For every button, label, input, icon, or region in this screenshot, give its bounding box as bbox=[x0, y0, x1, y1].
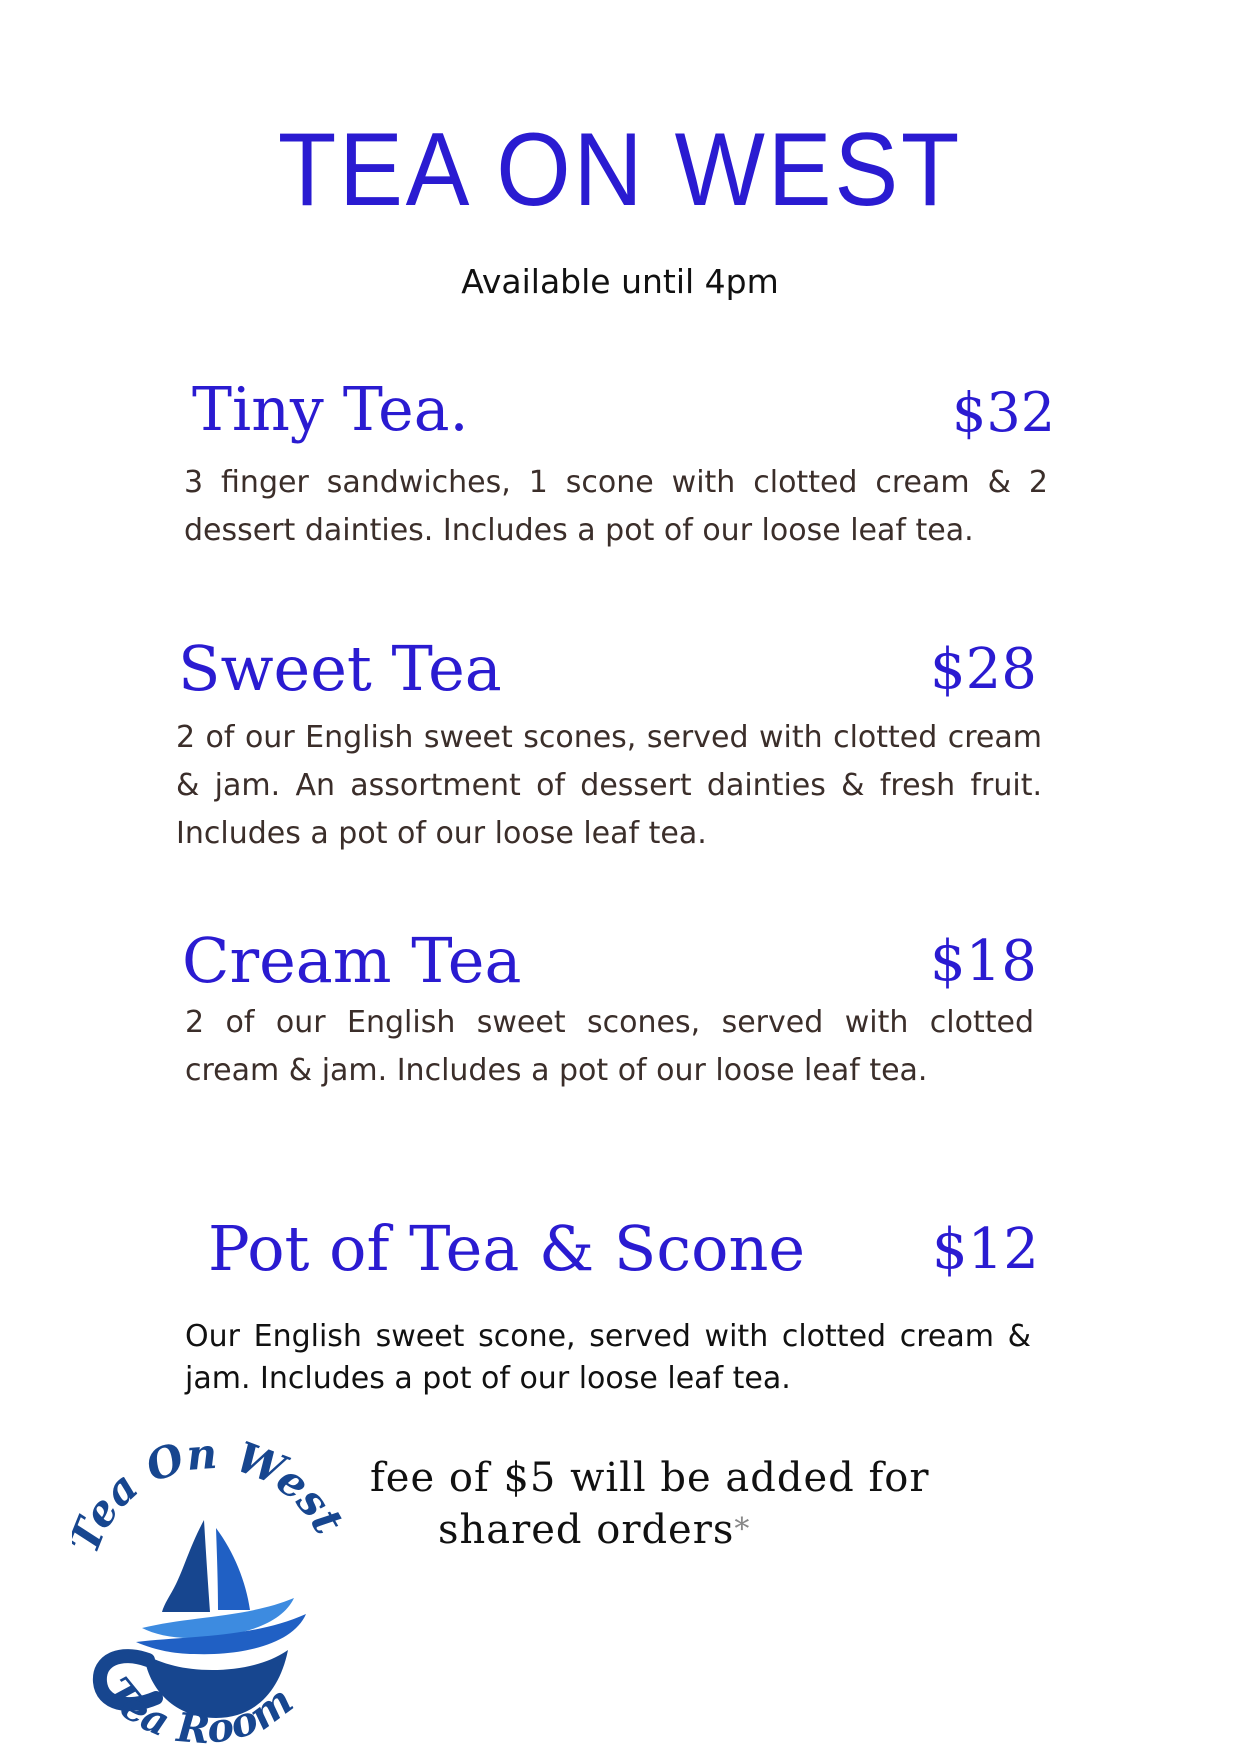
item-description: 2 of our English sweet scones, served with clotted cream & jam. An assortment of dessert dainties & fresh fruit. Includes a pot of our loose leaf tea. bbox=[176, 720, 1042, 851]
item-price: $12 bbox=[932, 1217, 1039, 1282]
logo-sail-left bbox=[162, 1520, 210, 1612]
menu-title: TEA ON WEST bbox=[277, 112, 963, 228]
item-description: Our English sweet scone, served with clotted cream & jam. Includes a pot of our loose leaf tea. bbox=[185, 1319, 1031, 1396]
item-price: $32 bbox=[952, 381, 1056, 444]
tea-room-logo bbox=[72, 1428, 352, 1748]
logo-sail-mid bbox=[212, 1524, 214, 1612]
item-price: $18 bbox=[930, 929, 1037, 994]
logo-bottom-text: Tea Room bbox=[93, 1668, 302, 1748]
logo-sail-right bbox=[216, 1528, 250, 1610]
shared-order-fee-note bbox=[370, 1452, 930, 1556]
item-price: $28 bbox=[930, 637, 1037, 702]
fee-asterisk: * bbox=[734, 1512, 751, 1547]
availability-note: Available until 4pm bbox=[461, 262, 779, 301]
fee-line-2: shared orders bbox=[438, 1507, 735, 1553]
item-description: 2 of our English sweet scones, served with clotted cream & jam. Includes a pot of our loose leaf tea. bbox=[185, 1005, 1034, 1088]
logo-top-text: ea On West bbox=[73, 1428, 352, 1543]
fee-line-1: fee of $5 will be added for bbox=[370, 1455, 930, 1501]
item-description: 3 finger sandwiches, 1 scone with clotted cream & 2 dessert dainties. Includes a pot of our loose leaf tea. bbox=[184, 465, 1048, 548]
item-name: Sweet Tea bbox=[178, 632, 502, 705]
item-name: Cream Tea bbox=[182, 924, 522, 997]
sailboat-teacup-icon bbox=[72, 1428, 352, 1748]
item-name: Tiny Tea. bbox=[192, 375, 469, 445]
fee-line-2-wrapper bbox=[370, 1504, 930, 1556]
item-name: Pot of Tea & Scone bbox=[208, 1212, 806, 1285]
